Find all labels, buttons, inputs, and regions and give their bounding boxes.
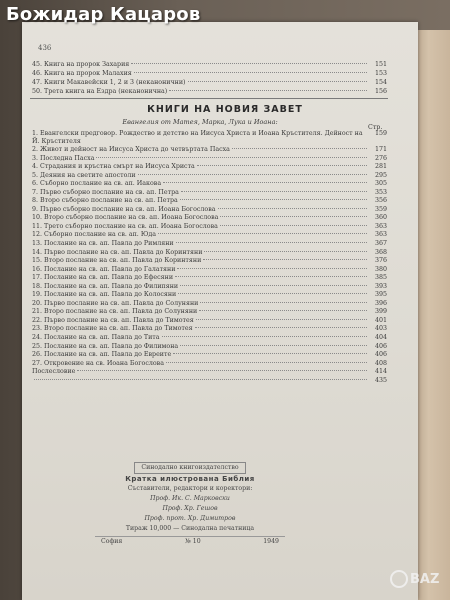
dot-leader — [131, 63, 367, 64]
list-item-page: 404 — [374, 334, 387, 342]
list-item — [32, 368, 387, 377]
page-number: 436 — [38, 44, 52, 52]
list-item-label: 50. Трета книга на Ездра (неканонична) — [32, 88, 168, 95]
list-item-page: 356 — [374, 197, 387, 205]
dot-leader — [176, 242, 367, 243]
list-item-label: 25. Послание на св. ап. Павла до Филимона — [32, 342, 179, 350]
list-item-label: 16. Послание на св. ап. Павла до Галатяни — [32, 265, 176, 273]
list-item — [32, 172, 387, 181]
list-item-page: 353 — [374, 188, 387, 196]
list-item-page: 151 — [374, 61, 387, 68]
list-item-label: 2. Живот и дейност на Иисуса Христа до четвъртата Пасха — [32, 146, 230, 153]
list-item — [32, 377, 387, 386]
list-item — [32, 274, 387, 283]
list-item-label: 20. Първо послание на св. ап. Павла до Солуняни — [32, 299, 199, 307]
dot-leader — [188, 81, 368, 82]
dot-leader — [166, 362, 367, 363]
list-item-label: 4. Страдания и кръстна смърт на Иисуса Христа — [32, 163, 195, 171]
list-item — [32, 249, 387, 258]
list-item — [32, 146, 387, 155]
dot-leader — [204, 251, 367, 252]
list-item-page: 376 — [374, 257, 387, 265]
watermark-icon — [390, 570, 408, 588]
dot-leader — [173, 353, 367, 354]
list-item-page: 159 — [374, 130, 387, 137]
list-item — [32, 343, 387, 352]
dot-leader — [96, 157, 367, 158]
list-item — [32, 78, 387, 87]
list-item-label: 15. Второ послание на св. ап. Павла до Коринтяни — [32, 257, 202, 265]
list-item-page: 295 — [374, 171, 387, 179]
list-item-label: 8. Второ съборно послание на св. ап. Петра — [32, 197, 178, 205]
dot-leader — [203, 259, 367, 260]
list-item — [32, 351, 387, 360]
new-testament-list — [32, 130, 387, 385]
dot-leader — [180, 199, 367, 200]
dot-leader — [77, 370, 367, 371]
list-item-page: 396 — [374, 299, 387, 307]
list-item — [32, 283, 387, 292]
list-item-label: 23. Второ послание на св. ап. Павла до Тимотея — [32, 325, 193, 333]
dot-leader — [177, 268, 367, 269]
dot-leader — [199, 310, 367, 311]
list-item — [32, 87, 387, 96]
list-item — [32, 291, 387, 300]
list-item-page: 385 — [374, 274, 387, 282]
dot-leader — [163, 182, 367, 183]
list-item — [32, 69, 387, 78]
list-item-label: 13. Послание на св. ап. Павла до Римляни — [32, 240, 174, 248]
list-item-label: Послесловие — [32, 368, 76, 376]
watermark-logo — [390, 566, 444, 592]
list-item-label: 1. Евангелски предговор. Рождество и детство на Иисуса Христа и Иоана Кръстителя. Дейност на Й. Кръстителя — [32, 130, 363, 145]
dot-leader — [180, 285, 367, 286]
dot-leader — [158, 233, 367, 234]
dot-leader — [180, 345, 367, 346]
list-item — [32, 197, 387, 206]
dot-leader — [195, 327, 367, 328]
dot-leader — [162, 336, 367, 337]
colophon — [95, 462, 285, 547]
list-item-label: 3. Последна Пасха — [32, 154, 95, 162]
list-item-label: 45. Книга на пророк Захария — [32, 61, 130, 68]
list-item — [32, 189, 387, 198]
watermark-text: BAZ — [410, 571, 440, 587]
list-item-label: 18. Послание на св. ап. Павла до Филипяни — [32, 282, 179, 290]
dot-leader — [181, 191, 367, 192]
list-item — [32, 325, 387, 334]
edition-number: № 10 — [184, 538, 201, 545]
list-item-label: 7. Първо съборно послание на св. ап. Петра — [32, 188, 179, 196]
dot-leader — [178, 293, 367, 294]
list-item-label: 14. Първо послание на св. ап. Павла до Коринтяни — [32, 248, 203, 256]
list-item-label: 17. Послание на св. ап. Павла до Ефесяни — [32, 274, 174, 282]
list-item-label: 5. Деяния на светите апостоли — [32, 171, 136, 179]
dot-leader — [175, 276, 367, 277]
book-cover-edge — [414, 30, 450, 600]
list-item — [32, 266, 387, 275]
dot-leader — [169, 90, 367, 91]
dot-leader — [200, 302, 367, 303]
list-item-page: 363 — [374, 222, 387, 230]
list-item-page: 399 — [374, 308, 387, 316]
list-item-page: 367 — [374, 240, 387, 248]
list-item-page: 395 — [374, 291, 387, 299]
dot-leader — [134, 72, 367, 73]
list-item-page: 171 — [374, 146, 387, 153]
list-item-page: 153 — [374, 70, 387, 77]
list-item — [32, 180, 387, 189]
list-item — [32, 334, 387, 343]
list-item-label: 24. Послание на св. ап. Павла до Тита — [32, 334, 160, 342]
list-item-page: 363 — [374, 231, 387, 239]
old-testament-list-tail — [32, 60, 387, 96]
dot-leader — [232, 148, 367, 149]
list-item-page: 360 — [374, 214, 387, 222]
list-item-page: 276 — [374, 154, 387, 162]
list-item-label: 6. Съборно послание на св. ап. Иакова — [32, 180, 162, 188]
list-item-page: 359 — [374, 205, 387, 213]
list-item — [32, 240, 387, 249]
print-run: Тираж 10,000 — Синодална печатница — [125, 525, 255, 532]
list-item — [32, 360, 387, 369]
year: 1949 — [263, 538, 279, 545]
list-item — [32, 163, 387, 172]
list-item — [32, 300, 387, 309]
list-item-page: 380 — [374, 265, 387, 273]
page-column-label: Стр. — [368, 124, 383, 131]
city: София — [101, 538, 123, 545]
book-title: Кратка илюстрована Библия — [125, 475, 255, 483]
list-item-label: 21. Второ послание на св. ап. Павла до Солуняни — [32, 308, 198, 316]
list-item-label: 22. Първо послание на св. ап. Павла до Тимотея — [32, 316, 194, 324]
list-item — [32, 317, 387, 326]
seller-name-overlay: Божидар Кацаров — [6, 4, 201, 25]
list-item — [32, 155, 387, 164]
list-item-page: 305 — [374, 180, 387, 188]
dot-leader — [220, 225, 367, 226]
list-item-label: 46. Книга на пророк Малахия — [32, 70, 132, 77]
list-item-label: 26. Послание на св. ап. Павла до Евреите — [32, 351, 172, 359]
list-item-page: 401 — [374, 316, 387, 324]
list-item-label: 12. Съборно послание на св. ап. Юда — [32, 231, 156, 239]
list-item — [32, 60, 387, 69]
list-item-page: 406 — [374, 342, 387, 350]
list-item — [32, 257, 387, 266]
section-subtitle: Евангелия от Матея, Марка, Лука и Иоана: — [122, 118, 278, 126]
list-item-label: 11. Трето съборно послание на св. ап. Иоана Богослова — [32, 222, 218, 230]
list-item — [32, 206, 387, 215]
dot-leader — [196, 319, 367, 320]
dot-leader — [138, 174, 367, 175]
list-item — [32, 308, 387, 317]
colophon-footer — [95, 536, 285, 547]
list-item-page: 154 — [374, 79, 387, 86]
list-item-page: 406 — [374, 351, 387, 359]
credit-1: Проф. Ик. С. Марковски — [150, 495, 230, 502]
dot-leader — [218, 208, 368, 209]
publisher: Синодално книгоиздателство — [134, 462, 245, 474]
dot-leader — [197, 165, 367, 166]
list-item — [32, 214, 387, 223]
compilers-label: Съставители, редактори и коректори: — [127, 485, 253, 492]
list-item-page: 414 — [374, 368, 387, 376]
dot-leader — [34, 379, 367, 380]
list-item-label: 19. Послание на св. ап. Павла до Колосяни — [32, 291, 177, 299]
list-item-label: 27. Откровение на св. Иоана Богослова — [32, 359, 164, 367]
list-item-page: 156 — [374, 88, 387, 95]
section-divider — [30, 98, 388, 99]
list-item-label: 47. Книги Макавейски 1, 2 и 3 (неканонични) — [32, 79, 186, 86]
list-item — [32, 231, 387, 240]
list-item-page: 408 — [374, 359, 387, 367]
credit-2: Проф. Хр. Гешов — [162, 505, 218, 512]
list-item-page: 435 — [374, 376, 387, 384]
list-item-label: 9. Първо съборно послание на св. ап. Иоана Богослова — [32, 205, 216, 213]
dot-leader — [220, 216, 367, 217]
list-item-page: 281 — [374, 163, 387, 171]
list-item-page: 393 — [374, 282, 387, 290]
credit-3: Проф. прот. Хр. Димитров — [144, 515, 236, 522]
list-item — [32, 130, 387, 146]
section-title: КНИГИ НА НОВИЯ ЗАВЕТ — [147, 104, 303, 115]
list-item-page: 368 — [374, 248, 387, 256]
list-item-label: 10. Второ съборно послание на св. ап. Иоана Богослова — [32, 214, 219, 222]
list-item-page: 403 — [374, 325, 387, 333]
list-item — [32, 223, 387, 232]
